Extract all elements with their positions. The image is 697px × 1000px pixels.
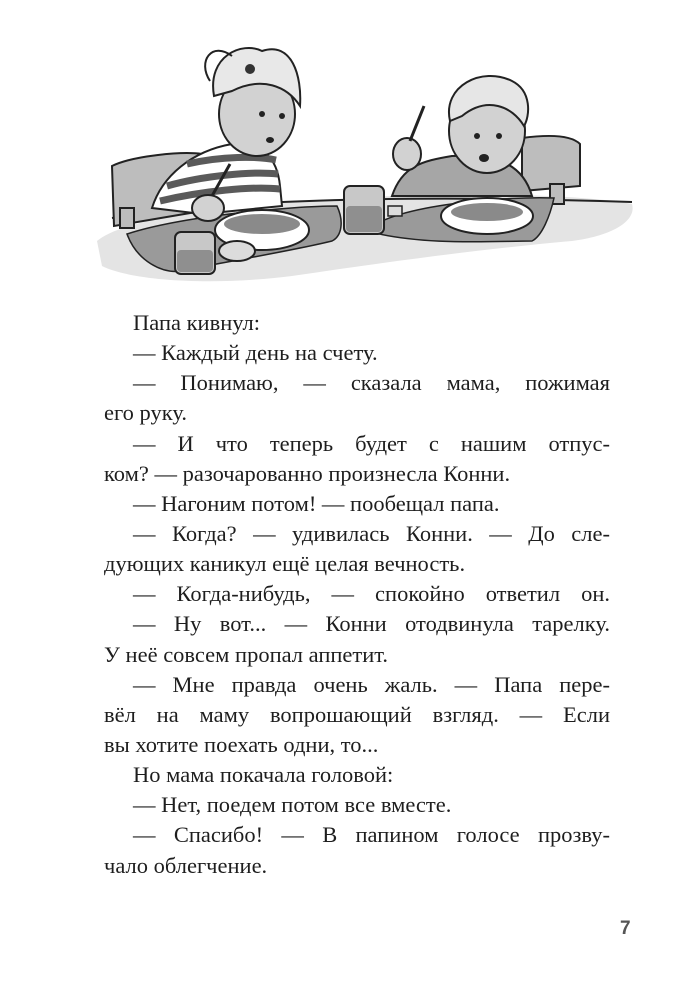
text-line: — И что теперь будет с нашим отпус-	[133, 430, 610, 456]
text-line: — Ну вот... — Конни отодвинула тарелку.	[133, 611, 610, 637]
text-line: У неё совсем пропал аппетит.	[104, 641, 389, 667]
text-line: вёл на маму вопрошающий взгляд. — Если	[104, 701, 610, 727]
body-text	[104, 308, 610, 881]
illustration	[92, 36, 640, 298]
text-line: — Мне правда очень жаль. — Папа пере-	[133, 671, 610, 697]
text-line: его руку.	[104, 400, 187, 426]
text-line: дующих каникул ещё целая вечность.	[104, 551, 466, 577]
text-line: — Нагоним потом! — пообещал папа.	[133, 490, 500, 516]
text-line: — Спасибо! — В папином голосе прозву-	[133, 822, 610, 848]
text-line: вы хотите поехать одни, то...	[104, 731, 379, 757]
text-line: ком? — разочарованно произнесла Конни.	[104, 460, 511, 486]
text-line: чало облегчение.	[104, 852, 268, 878]
text-line: — Понимаю, — сказала мама, пожимая	[133, 370, 610, 396]
page-number: 7	[620, 918, 631, 939]
text-line: — Когда-нибудь, — спокойно ответил он.	[133, 581, 610, 607]
text-line: Но мама покачала головой:	[133, 762, 394, 788]
illustration-image-icon	[92, 36, 640, 298]
text-line: Папа кивнул:	[133, 310, 260, 335]
text-line: — Нет, поедем потом все вместе.	[133, 792, 452, 818]
text-line: — Каждый день на счету.	[133, 340, 378, 366]
text-line: — Когда? — удивилась Конни. — До сле-	[133, 520, 610, 546]
